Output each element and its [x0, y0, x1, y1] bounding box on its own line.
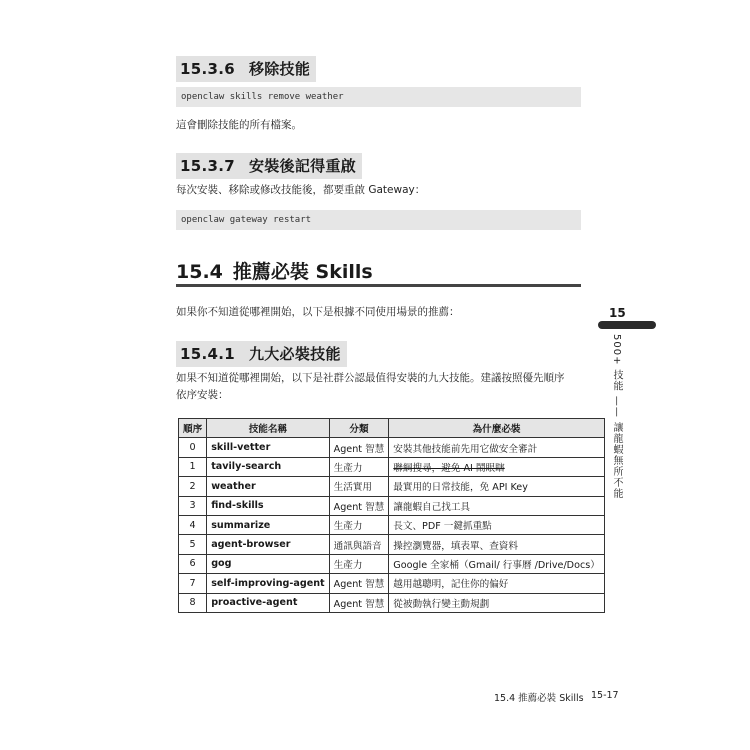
- cell-reason: 從被動執行變主動規劃: [389, 593, 605, 612]
- cell-order: 4: [179, 515, 207, 534]
- table-row: [179, 515, 605, 534]
- chapter-tab-bar: [598, 321, 656, 329]
- table-row: [179, 477, 605, 496]
- cell-order: 6: [179, 554, 207, 573]
- cell-category: Agent 智慧: [329, 574, 389, 593]
- header-category: 分類: [329, 419, 389, 438]
- cell-skill-name: find-skills: [207, 496, 329, 515]
- section-title: 移除技能: [248, 60, 311, 78]
- header-order: 順序: [179, 419, 207, 438]
- header-reason: 為什麼必裝: [389, 419, 605, 438]
- cell-category: Agent 智慧: [329, 593, 389, 612]
- cell-reason: Google 全家桶（Gmail/ 行事曆 /Drive/Docs）: [389, 554, 605, 573]
- table-row: [179, 438, 605, 457]
- cell-order: 2: [179, 477, 207, 496]
- header-skill-name: 技能名稱: [207, 419, 329, 438]
- cell-category: 通訊與語音: [329, 535, 389, 554]
- cell-order: 5: [179, 535, 207, 554]
- cell-category: 生產力: [329, 554, 389, 573]
- section-number: 15.3.6: [180, 60, 235, 78]
- cell-reason: 長文、PDF 一鍵抓重點: [389, 515, 605, 534]
- cell-skill-name: summarize: [207, 515, 329, 534]
- cell-reason: 越用越聰明，記住你的偏好: [389, 574, 605, 593]
- section-number: 15.3.7: [180, 157, 235, 175]
- cell-order: 3: [179, 496, 207, 515]
- heading-15-4: [176, 260, 581, 287]
- chapter-number: 15: [609, 306, 626, 320]
- paragraph-remove-desc: 這會刪除技能的所有檔案。: [176, 119, 302, 131]
- cell-reason: 讓龍蝦自己找工具: [389, 496, 605, 515]
- cell-order: 8: [179, 593, 207, 612]
- table-row: [179, 496, 605, 515]
- paragraph-line-2: 依序安裝：: [176, 389, 229, 401]
- section-number: 15.4.1: [180, 345, 235, 363]
- cell-category: 生產力: [329, 515, 389, 534]
- cell-skill-name: self-improving-agent: [207, 574, 329, 593]
- table-row: [179, 593, 605, 612]
- chapter-title-vertical: 500+ 技能 —— 讓龍蝦無所不能: [611, 334, 622, 500]
- heading-15-4-1: [176, 341, 347, 367]
- cell-skill-name: weather: [207, 477, 329, 496]
- cell-skill-name: gog: [207, 554, 329, 573]
- cell-skill-name: proactive-agent: [207, 593, 329, 612]
- cell-order: 7: [179, 574, 207, 593]
- cell-skill-name: agent-browser: [207, 535, 329, 554]
- code-block-restart: openclaw gateway restart: [176, 210, 581, 230]
- paragraph-line-1: 如果不知道從哪裡開始，以下是社群公認最值得安裝的九大技能。建議按照優先順序: [176, 372, 565, 384]
- table-row: [179, 457, 605, 476]
- paragraph-restart-desc: 每次安裝、移除或修改技能後，都要重啟 Gateway：: [176, 184, 426, 196]
- page-number: 15-17: [591, 690, 619, 701]
- table-row: [179, 574, 605, 593]
- heading-15-3-6: [176, 56, 316, 82]
- section-number: 15.4: [176, 261, 223, 283]
- skills-table: [178, 418, 605, 613]
- section-title: 推薦必裝 Skills: [232, 261, 373, 283]
- section-title: 九大必裝技能: [248, 345, 341, 363]
- cell-category: Agent 智慧: [329, 496, 389, 515]
- cell-category: 生活實用: [329, 477, 389, 496]
- cell-reason: 最實用的日常技能，免 API Key: [389, 477, 605, 496]
- cell-category: Agent 智慧: [329, 438, 389, 457]
- cell-reason: 操控瀏覽器，填表單、查資料: [389, 535, 605, 554]
- cell-category: 生產力: [329, 457, 389, 476]
- cell-reason: 安裝其他技能前先用它做安全審計: [389, 438, 605, 457]
- cell-reason: 聯網搜尋，避免 AI 鬧眼瞎: [389, 457, 605, 476]
- section-title: 安裝後記得重啟: [248, 157, 357, 175]
- table-row: [179, 554, 605, 573]
- paragraph-recommend-intro: 如果你不知道從哪裡開始，以下是根據不同使用場景的推薦：: [176, 306, 460, 318]
- cell-order: 0: [179, 438, 207, 457]
- paragraph-nine-skills-intro: [176, 370, 565, 404]
- table-row: [179, 535, 605, 554]
- cell-skill-name: tavily-search: [207, 457, 329, 476]
- cell-order: 1: [179, 457, 207, 476]
- table-header-row: [179, 419, 605, 438]
- heading-15-3-7: [176, 153, 362, 179]
- footer-section-title: 15.4 推薦必裝 Skills: [494, 693, 584, 704]
- cell-skill-name: skill-vetter: [207, 438, 329, 457]
- code-block-remove: openclaw skills remove weather: [176, 87, 581, 107]
